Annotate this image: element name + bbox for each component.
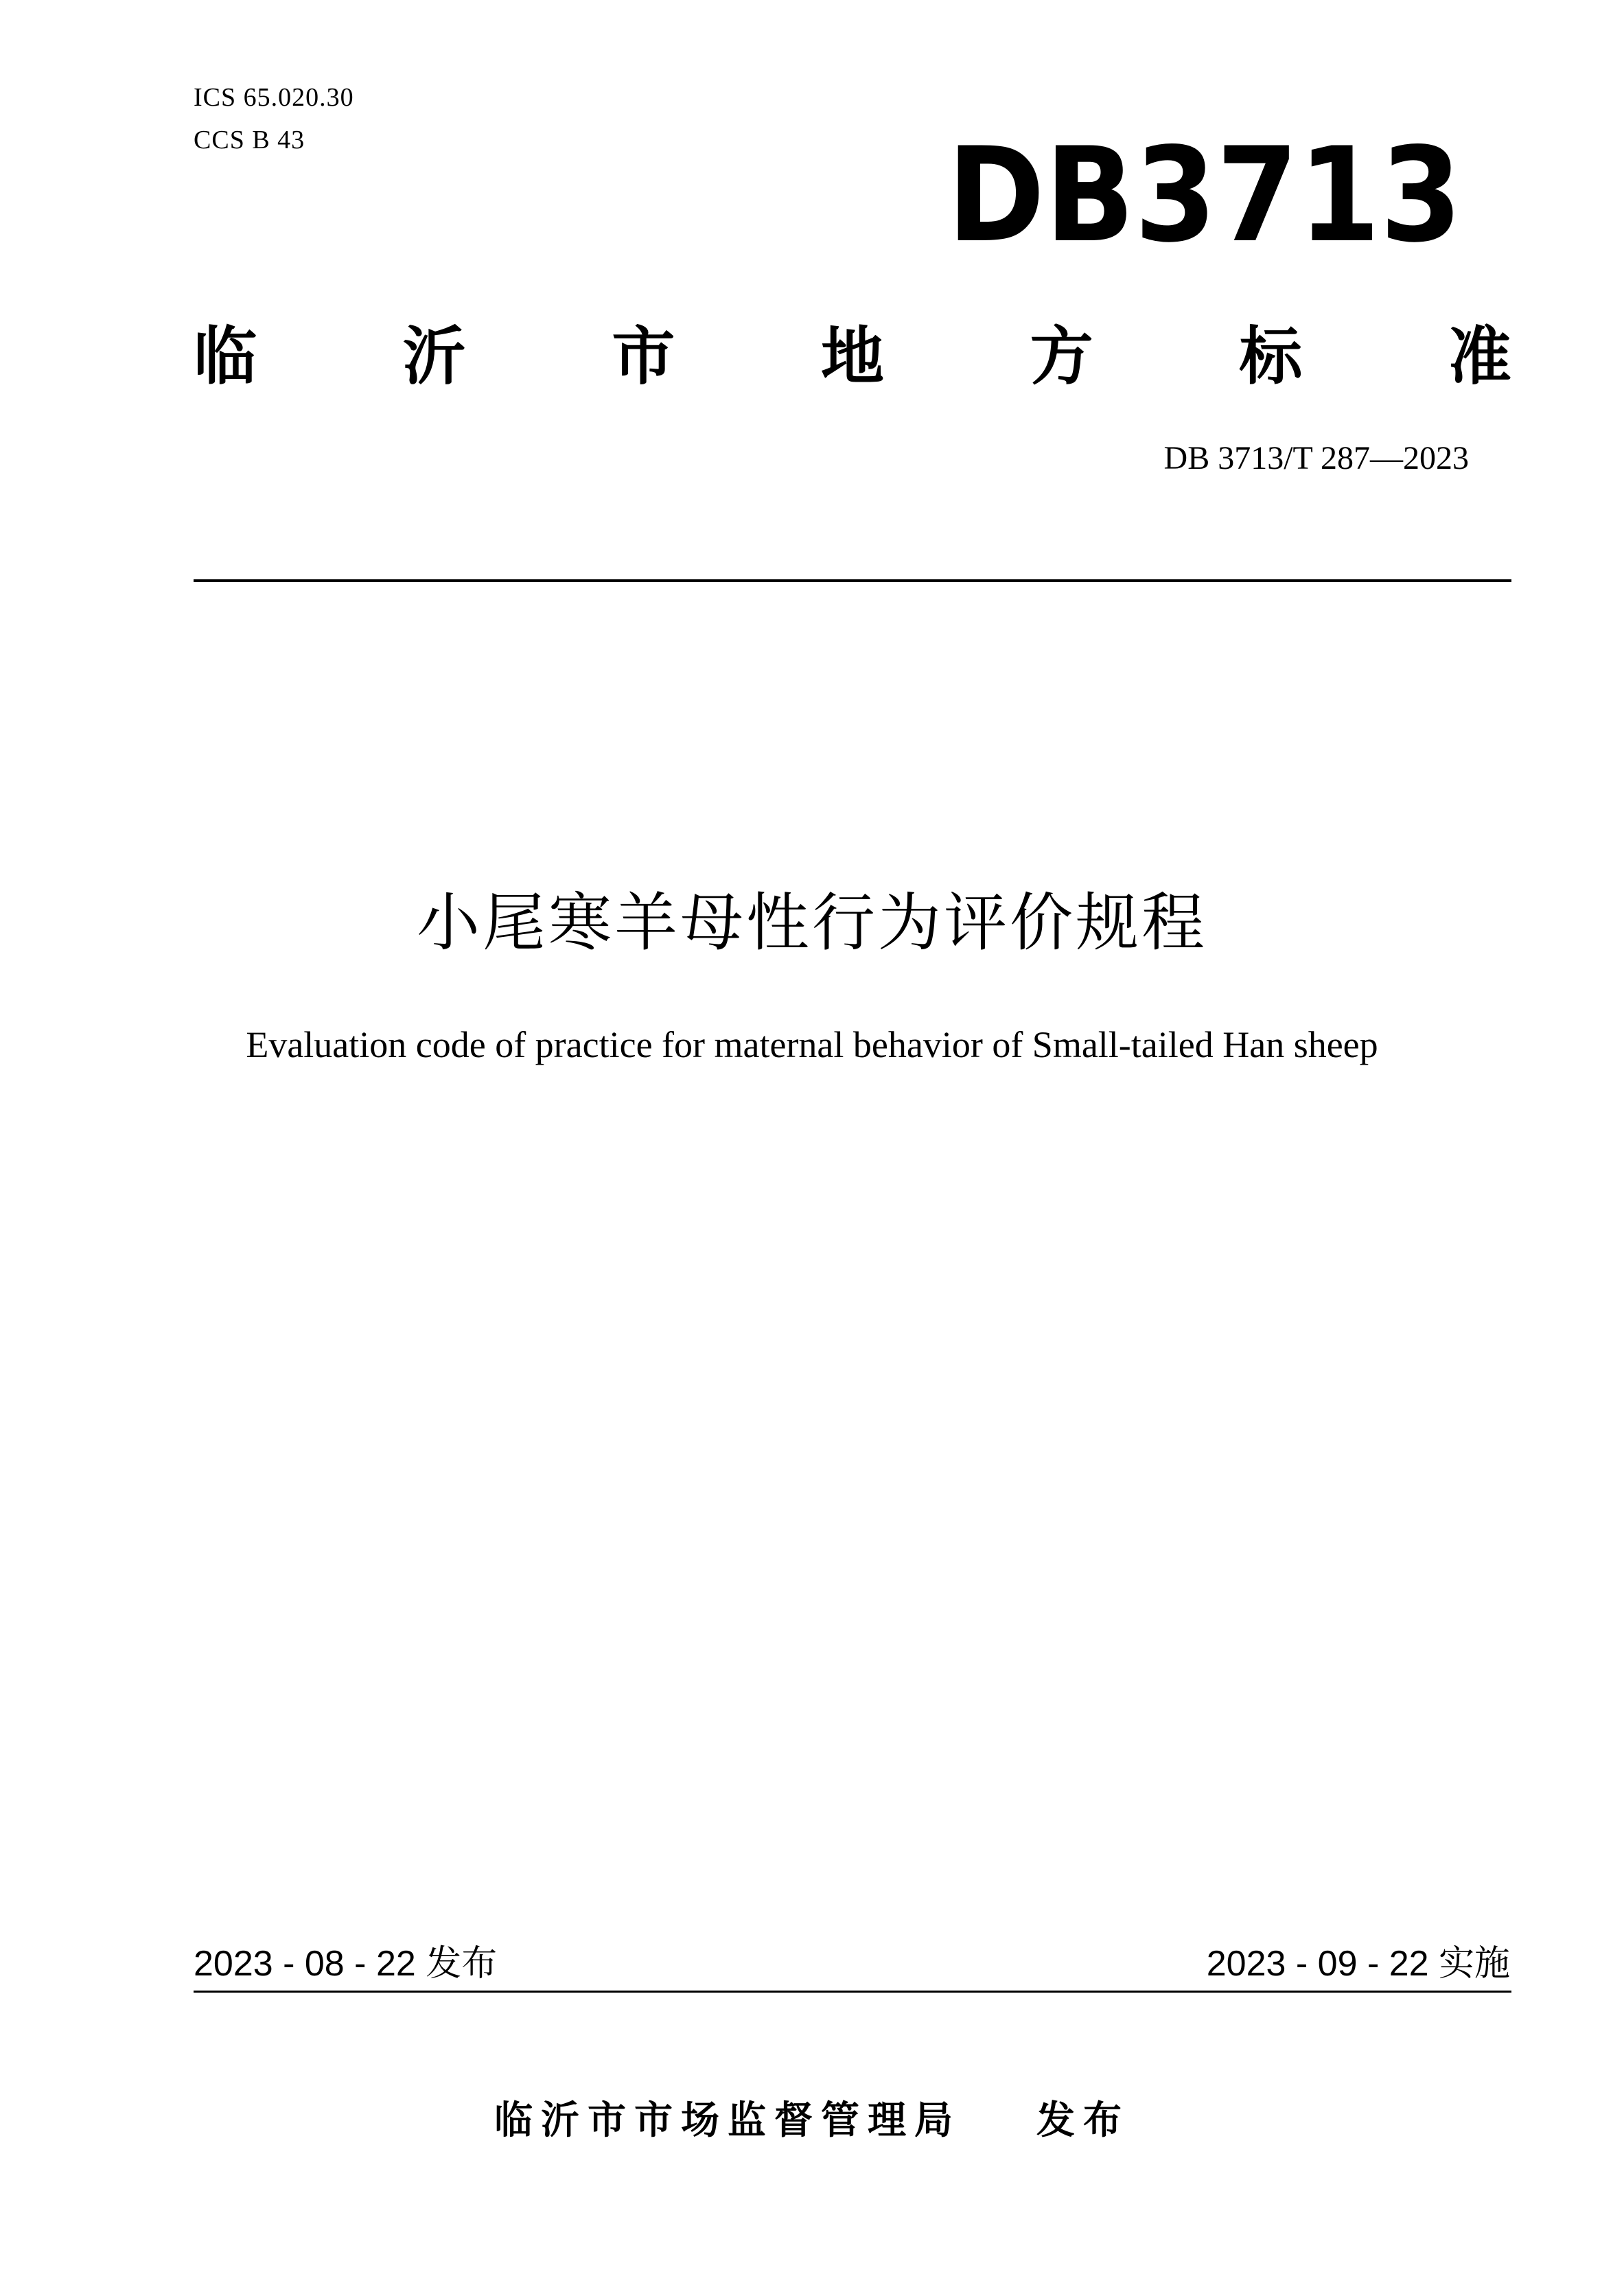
document-title-chinese: 小尾寒羊母性行为评价规程 <box>416 886 1207 960</box>
standard-type-char: 标 <box>1239 320 1303 393</box>
document-title-english: Evaluation code of practice for maternal behavior of Small-tailed Han sheep <box>246 1024 1378 1065</box>
standard-type-heading <box>194 316 1511 398</box>
implementation-date: 2023 - 09 - 22 实施 <box>1206 1944 1510 1984</box>
publisher-action: 发布 <box>1036 2098 1130 2143</box>
footer-divider <box>194 1991 1511 1993</box>
ics-code: ICS 65.020.30 <box>194 83 354 112</box>
standard-type-char: 市 <box>612 320 675 393</box>
publisher-line <box>0 2094 1624 2148</box>
issue-date: 2023 - 08 - 22 发布 <box>194 1944 498 1984</box>
header-divider <box>194 579 1511 582</box>
standard-type-char: 沂 <box>402 320 466 393</box>
standard-type-char: 临 <box>194 320 257 393</box>
standard-type-char: 方 <box>1030 320 1093 393</box>
standard-type-char: 准 <box>1448 320 1511 393</box>
ccs-code: CCS B 43 <box>194 126 305 154</box>
standard-number: DB 3713/T 287—2023 <box>1163 440 1469 476</box>
standard-type-char: 地 <box>820 320 884 393</box>
db-code-logo-graphic <box>947 137 1469 261</box>
publisher-name: 临沂市市场监督管理局 <box>494 2098 961 2143</box>
db-code-logo-text: DB3713 <box>947 137 1462 261</box>
db-code-logo <box>947 137 1469 261</box>
